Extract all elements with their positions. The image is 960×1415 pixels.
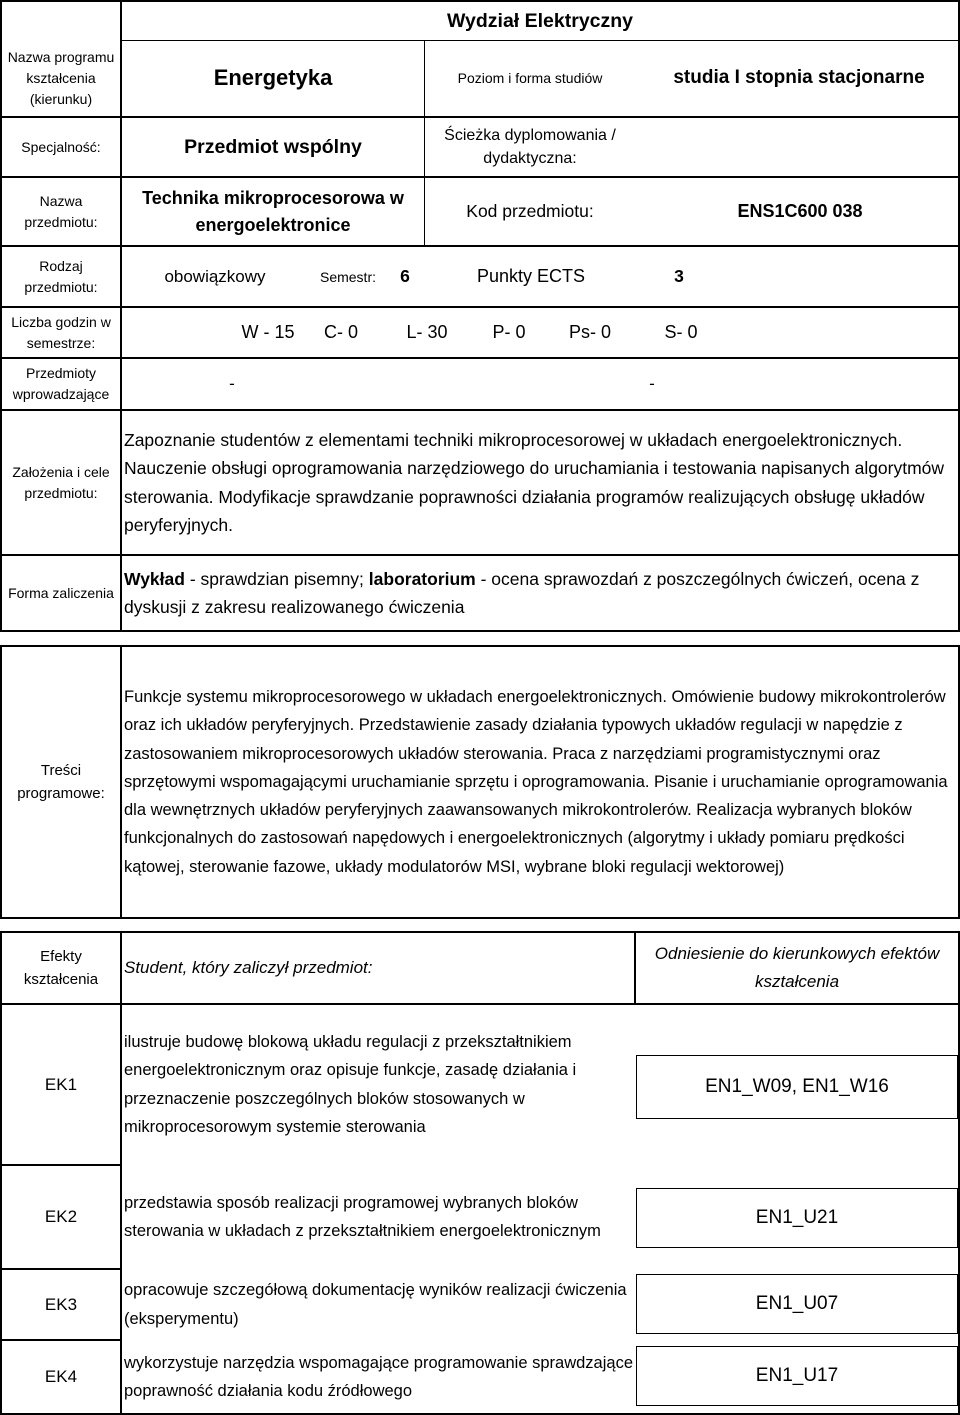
path-value — [640, 118, 958, 176]
content-text: Funkcje systemu mikroprocesorowego w układach energoelektronicznych. Omówienie budowy mikrokontrolerów oraz ich układów peryferyjnych. Przedstawienie zasady działania typowych układów regulacji w napędzie z zastosowaniem mikroprocesorowych układów sterowania. Praca z narzędziami programistycznymi oraz sprzętowymi wspomagającymi uruchamianie sprzętu i oprogramowania. Pisanie i uruchamianie oprogramowania dla wewnętrznych układów peryferyjnych zaawansowanych mikrokontrolerów. Realizacja wybranych bloków funkcjonalnych do zastosowań napędowych i energoelektronicznych (algorytmy i układy pomiaru prędkości kątowej, sterowanie fazowe, układy modulatorów MSI, wybrane bloki regulacji wektorowej) — [124, 688, 948, 876]
ects-value: 3 — [674, 266, 684, 286]
content-label: Treści programowe: — [17, 762, 105, 802]
type-label: Rodzaj przedmiotu: — [24, 257, 98, 295]
outcome-ref: EN1_U17 — [755, 1365, 839, 1386]
assessment-label: Forma zaliczenia — [8, 584, 114, 601]
goals-text: Zapoznanie studentów z elementami techniki mikroprocesorowej w układach energoelektronicznych. Nauczenie obsługi oprogramowania narzędziowego do uruchamiania i testowania napisanych algorytmów sterowania. Modyfikacje sprawdzanie poprawności działania programów realizujących obsługę układów peryferyjnych. — [124, 429, 945, 535]
faculty-title: Wydział Elektryczny — [446, 9, 634, 32]
hours-p: P- 0 — [492, 322, 526, 342]
goals-label: Założenia i cele przedmiotu: — [12, 463, 110, 501]
outcome-ref: EN1_U07 — [755, 1293, 839, 1314]
outcome-text: opracowuje szczegółową dokumentację wyników realizacji ćwiczenia (eksperymentu) — [124, 1281, 627, 1328]
outcome-id: EK1 — [44, 1074, 78, 1094]
hours-l: L- 30 — [406, 322, 448, 342]
assessment-lecture: Wykład — [124, 568, 185, 589]
prereq-right: - — [649, 374, 655, 393]
code-value: ENS1C600 038 — [737, 201, 863, 221]
hours-s: S- 0 — [664, 322, 698, 342]
semester-label: Semestr: — [319, 268, 376, 285]
assessment-lecture-text: - sprawdzian pisemny; — [184, 568, 369, 589]
assessment-text — [124, 556, 954, 630]
outcome-text: wykorzystuje narzędzia wspomagające programowanie sprawdzające poprawność działania kodu źródłowego — [124, 1353, 633, 1400]
ects-label: Punkty ECTS — [476, 266, 586, 286]
level-value: studia I stopnia stacjonarne — [673, 67, 925, 88]
prereq-left: - — [229, 374, 235, 393]
outcome-id: EK2 — [44, 1207, 78, 1226]
course-value: Technika mikroprocesorowa w energoelektronice — [142, 187, 404, 235]
hours-w: W - 15 — [241, 322, 295, 342]
outcome-text: ilustruje budowę blokową układu regulacji z przekształtnikiem energoelektronicznym oraz opisuje funkcje, zasadę działania i przeznaczenie poszczególnych bloków stosowanych w mikroprocesorowym systemie sterowania — [124, 1032, 577, 1136]
semester-value: 6 — [400, 266, 410, 286]
type-value: obowiązkowy — [164, 266, 266, 286]
outcome-ref: EN1_W09, EN1_W16 — [705, 1076, 889, 1097]
hours-ps: Ps- 0 — [568, 322, 611, 342]
outcome-text: przedstawia sposób realizacji programowej wybranych bloków sterowania w układach z przekształtnikiem energoelektronicznym — [124, 1193, 601, 1240]
outcomes-ref-header: Odniesienie do kierunkowych efektów kształcenia — [654, 944, 940, 991]
specialty-value: Przedmiot wspólny — [184, 135, 362, 158]
outcomes-student-header: Student, który zaliczył przedmiot: — [124, 958, 373, 977]
level-label: Poziom i forma studiów — [457, 70, 603, 86]
hours-label: Liczba godzin w semestrze: — [11, 313, 111, 351]
course-label: Nazwa przedmiotu: — [24, 192, 98, 230]
assessment-lab: laboratorium — [368, 568, 476, 589]
code-label: Kod przedmiotu: — [466, 201, 594, 221]
specialty-label: Specjalność: — [21, 138, 101, 155]
program-label: Nazwa programu kształcenia (kierunku) — [7, 48, 115, 107]
outcomes-label: Efekty kształcenia — [23, 948, 99, 988]
outcome-id: EK4 — [44, 1367, 78, 1386]
program-value: Energetyka — [213, 65, 333, 90]
outcome-ref: EN1_U21 — [755, 1207, 839, 1228]
path-label: Ścieżka dyplomowania / dydaktyczna: — [444, 127, 616, 167]
prereq-label: Przedmioty wprowadzające — [12, 365, 110, 402]
outcome-id: EK3 — [44, 1294, 78, 1314]
assessment-lab-text: - ocena sprawozdań z poszczególnych ćwiczeń, ocena z dyskusji z zakresu realizowanego ćwiczenia — [124, 568, 920, 617]
hours-c: C- 0 — [323, 322, 358, 342]
